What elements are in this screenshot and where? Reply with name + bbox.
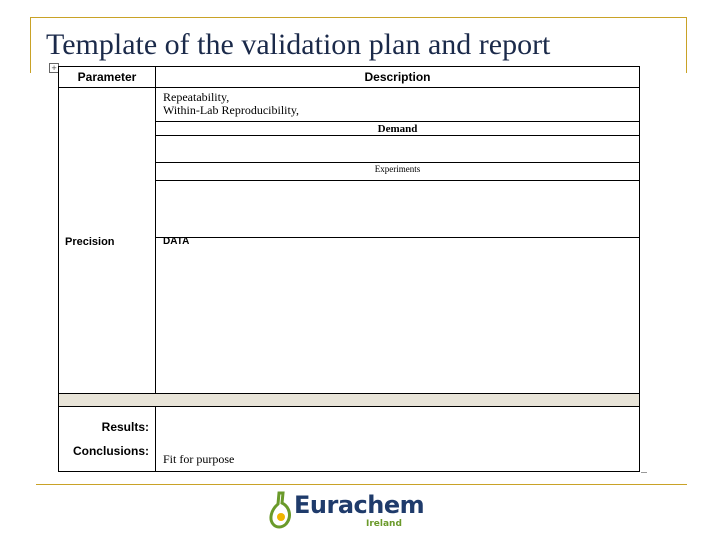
logo-subtitle: Ireland xyxy=(366,519,402,529)
flask-logo-icon xyxy=(268,491,294,531)
row-divider xyxy=(156,180,639,181)
demand-label: Demand xyxy=(377,123,418,135)
conclusions-label: Conclusions: xyxy=(72,444,149,458)
frame-right-line xyxy=(686,17,687,73)
description-line-2: Within-Lab Reproducibility, xyxy=(163,103,300,117)
description-text xyxy=(163,91,299,117)
table-edge-marker xyxy=(639,285,640,294)
validation-table xyxy=(58,66,640,472)
experiments-label: Experiments xyxy=(374,164,421,174)
table-corner-marker xyxy=(641,472,647,473)
row-divider xyxy=(156,135,639,136)
results-label: Results: xyxy=(101,420,149,434)
frame-top-line xyxy=(30,17,687,18)
header-parameter: Parameter xyxy=(59,67,155,88)
frame-bottom-line xyxy=(36,484,687,485)
header-description: Description xyxy=(156,67,639,88)
parameter-precision: Precision xyxy=(65,236,115,248)
row-divider xyxy=(156,237,639,238)
data-label: DATA xyxy=(163,236,190,247)
parameter-column xyxy=(59,67,156,471)
table-move-handle-icon[interactable]: + xyxy=(49,63,59,73)
description-line-1: Repeatability, xyxy=(163,90,230,104)
logo-wordmark: Eurachem xyxy=(294,491,425,519)
frame-left-line xyxy=(30,17,31,73)
slide-title: Template of the validation plan and report xyxy=(46,28,551,61)
shaded-separator-row xyxy=(59,393,639,407)
eurachem-logo xyxy=(268,489,425,533)
conclusion-text: Fit for purpose xyxy=(163,452,235,466)
